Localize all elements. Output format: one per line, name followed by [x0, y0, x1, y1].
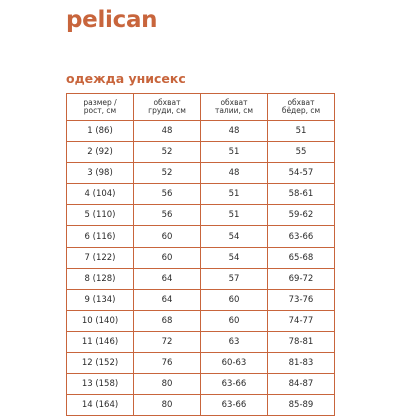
cell-chest: 76	[134, 353, 201, 374]
page-subtitle: одежда унисекс	[66, 71, 186, 86]
header-size-height	[67, 94, 134, 121]
cell-hips: 73-76	[268, 289, 335, 310]
cell-chest: 64	[134, 268, 201, 289]
header-line: рост, см	[83, 106, 117, 115]
table-row	[67, 268, 335, 289]
header-line: талии, см	[214, 106, 254, 115]
cell-hips: 51	[268, 121, 335, 142]
table-row	[67, 374, 335, 395]
cell-hips: 84-87	[268, 374, 335, 395]
cell-waist: 51	[201, 142, 268, 163]
size-chart-table	[66, 93, 335, 416]
cell-chest: 80	[134, 395, 201, 416]
cell-size: 9 (134)	[67, 289, 134, 310]
cell-chest: 68	[134, 310, 201, 331]
cell-waist: 51	[201, 184, 268, 205]
cell-hips: 85-89	[268, 395, 335, 416]
cell-waist: 63-66	[201, 395, 268, 416]
header-line: размер /	[83, 98, 117, 107]
cell-hips: 78-81	[268, 331, 335, 352]
cell-waist: 60-63	[201, 353, 268, 374]
cell-chest: 60	[134, 226, 201, 247]
cell-size: 13 (158)	[67, 374, 134, 395]
cell-chest: 52	[134, 163, 201, 184]
cell-size: 3 (98)	[67, 163, 134, 184]
cell-size: 2 (92)	[67, 142, 134, 163]
cell-waist: 63-66	[201, 374, 268, 395]
header-line: обхват	[287, 98, 315, 107]
cell-waist: 54	[201, 226, 268, 247]
table-row	[67, 121, 335, 142]
cell-size: 4 (104)	[67, 184, 134, 205]
cell-chest: 60	[134, 247, 201, 268]
table-row	[67, 142, 335, 163]
cell-waist: 48	[201, 163, 268, 184]
cell-size: 11 (146)	[67, 331, 134, 352]
cell-chest: 72	[134, 331, 201, 352]
header-line: груди, см	[148, 106, 186, 115]
header-chest	[134, 94, 201, 121]
cell-size: 8 (128)	[67, 268, 134, 289]
header-waist	[201, 94, 268, 121]
cell-waist: 57	[201, 268, 268, 289]
size-chart-header	[67, 94, 335, 121]
cell-chest: 64	[134, 289, 201, 310]
cell-chest: 56	[134, 205, 201, 226]
cell-waist: 63	[201, 331, 268, 352]
brand-logo: pelican	[66, 7, 158, 33]
cell-size: 5 (110)	[67, 205, 134, 226]
cell-hips: 69-72	[268, 268, 335, 289]
table-row	[67, 226, 335, 247]
cell-size: 12 (152)	[67, 353, 134, 374]
cell-hips: 59-62	[268, 205, 335, 226]
table-row	[67, 184, 335, 205]
header-line: бёдер, см	[281, 106, 321, 115]
table-row	[67, 289, 335, 310]
header-line: обхват	[153, 98, 181, 107]
cell-size: 7 (122)	[67, 247, 134, 268]
cell-size: 10 (140)	[67, 310, 134, 331]
cell-hips: 58-61	[268, 184, 335, 205]
cell-waist: 60	[201, 310, 268, 331]
table-row	[67, 331, 335, 352]
table-row	[67, 310, 335, 331]
cell-size: 1 (86)	[67, 121, 134, 142]
table-row	[67, 353, 335, 374]
cell-size: 6 (116)	[67, 226, 134, 247]
cell-chest: 52	[134, 142, 201, 163]
size-chart-body	[67, 121, 335, 416]
header-line: обхват	[220, 98, 248, 107]
cell-chest: 56	[134, 184, 201, 205]
cell-hips: 55	[268, 142, 335, 163]
cell-waist: 60	[201, 289, 268, 310]
table-row	[67, 395, 335, 416]
header-row	[67, 94, 335, 121]
cell-waist: 48	[201, 121, 268, 142]
table-row	[67, 247, 335, 268]
cell-waist: 54	[201, 247, 268, 268]
header-hips	[268, 94, 335, 121]
table-row	[67, 205, 335, 226]
cell-chest: 80	[134, 374, 201, 395]
cell-hips: 81-83	[268, 353, 335, 374]
cell-size: 14 (164)	[67, 395, 134, 416]
cell-hips: 63-66	[268, 226, 335, 247]
cell-waist: 51	[201, 205, 268, 226]
cell-hips: 74-77	[268, 310, 335, 331]
table-row	[67, 163, 335, 184]
cell-hips: 54-57	[268, 163, 335, 184]
cell-chest: 48	[134, 121, 201, 142]
cell-hips: 65-68	[268, 247, 335, 268]
